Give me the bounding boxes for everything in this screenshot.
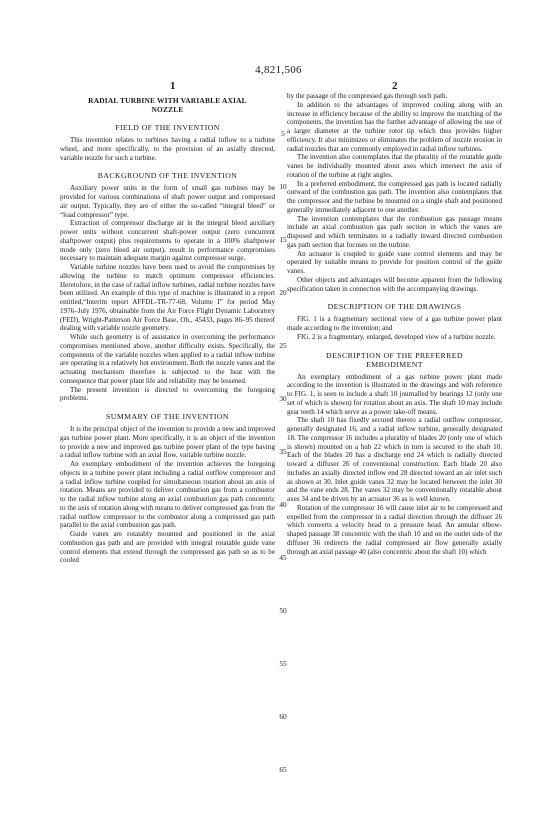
paragraph: The shaft 10 has fixedly secured thereto a radial outflow compressor, generally designated 16, and a radial inflow turbine, generally designated 18. The compressor 16 includes a plurality of blades 20 (only one of which is shown) mounted on a hub 22 which in turn is secured to the shaft 10. Each of the blades 20 has a discharge end 24 which is radially directed toward a diffuser 26 of conventional construction. Each blade 20 also includes an axially directed inflow end 28 directed toward an air inlet such as shown at 30. Inlet guide vanes 32 may be located between the inlet 30 and the vane ends 28. The vanes 32 may be conventionally rotatable about axes 34 and be driven by an actuator 36 as is well known. bbox=[287, 416, 502, 503]
line-number: 20 bbox=[279, 288, 287, 297]
left-column bbox=[60, 92, 275, 565]
section-heading-summary: SUMMARY OF THE INVENTION bbox=[106, 412, 229, 421]
line-number: 65 bbox=[279, 765, 287, 774]
paragraph: In addition to the advantages of improved cooling along with an increase in efficiency because of the ability to improve the matching of the components, the invention has the further advantage of allowing the use of a larger diameter at the turbine rotor tip which thus provides higher efficiency. It also minimizes or eliminates the problem of nozzle erosion in radial nozzles that are commonly employed in radial inflow turbines. bbox=[287, 100, 502, 153]
line-number: 50 bbox=[279, 606, 287, 615]
paragraph: Other objects and advantages will become apparent from the following specification taken in connection with the accompanying drawings. bbox=[287, 275, 502, 293]
paragraph: Variable turbine nozzles have been used to avoid the compromises by allowing the turbine to match optimum compressor efficiencies. Heretofore, in the case of radial inflow turbines, radial turbine nozzles have been utilized. An example of this type of machine is illustrated in a report entitled,“Interim report AFFDL-TR-77-68, Volume I” for period May 1976–July 1976, obtainable from the Air Force Flight Dynamic Laboratory (FED), Wright-Patterson Air Force Base, Oh., 45433, pages 86–95 thereof dealing with variable nozzle geometry. bbox=[60, 263, 275, 333]
line-number: 10 bbox=[279, 182, 287, 191]
paragraph: An exemplary embodiment of a gas turbine power plant made according to the invention is illustrated in the drawings and with reference to FIG. 1, is seen to include a shaft 10 journalled by bearings 12 (only one set of which is shown) for rotation about an axis. The shaft 10 may include gear teeth 14 which serve as a power take-off means. bbox=[287, 372, 502, 416]
section-heading-background: BACKGROUND OF THE INVENTION bbox=[97, 171, 238, 181]
paragraph: This invention relates to turbines having a radial inflow to a turbine wheel, and more specifically, to the provision of an axially directed, variable nozzle for such a turbine. bbox=[60, 136, 275, 162]
line-number: 30 bbox=[279, 394, 287, 403]
line-number: 45 bbox=[279, 553, 287, 562]
document-title bbox=[60, 96, 275, 114]
paragraph: The invention contemplates that the combustion gas passage means include an axial combustion gas path section in which the vanes are disposed and which terminates in a radially inward directed combustion gas path section that focuses on the turbine. bbox=[287, 214, 502, 249]
paragraph: An actuator is coupled to guide vane control elements and may be operated by suitable means to provide for position control of the guide vanes. bbox=[287, 249, 502, 275]
section-heading-drawings: DESCRIPTION OF THE DRAWINGS bbox=[327, 302, 462, 312]
line-number: 60 bbox=[279, 712, 287, 721]
line-number: 25 bbox=[279, 341, 287, 350]
line-number: 55 bbox=[279, 659, 287, 668]
paragraph: While such geometry is of assistance in overcoming the performance compromises mentioned above, another difficulty exists. Specifically, the components of the variable nozzles when applied to a radial inflow turbine are operating in a relatively hot environment. Both the nozzle vanes and the actuating mechanism therefore is subjected to the heat with the consequence that power plant life and reliability may be lessened. bbox=[60, 333, 275, 385]
paragraph: It is the principal object of the invention to provide a new and improved gas turbine power plant. More specifically, it is an object of the invention to provide a new and improved gas turbine power plant of the type having a radial inflow turbine with an axial flow, variable turbine nozzle. bbox=[60, 425, 275, 460]
paragraph: FIG. 2 is a fragmentary, enlarged, developed view of a turbine nozzle. bbox=[297, 332, 496, 341]
title-line: RADIAL TURBINE WITH VARIABLE AXIAL bbox=[88, 96, 247, 105]
paragraph: The invention also contemplates that the plurality of the rotatable guide vanes be individually mounted about axes which intersect the axis of rotation of the turbine at right angles. bbox=[287, 153, 502, 179]
heading-line: DESCRIPTION OF THE PREFERRED bbox=[326, 350, 463, 360]
section-heading-embodiment bbox=[287, 351, 502, 369]
paragraph: Extraction of compressor discharge air in the integral bleed auxiliary power units without concurrent shaft-power output (zero concurrent shaftpower output) plus requirements to operate in a 100% shaftpower mode only (zero bleed air output), result in performance compromises necessary to maintain adequate margin against compressor surge. bbox=[60, 219, 275, 263]
patent-number: 4,821,506 bbox=[255, 64, 302, 76]
line-number: 35 bbox=[279, 447, 287, 456]
paragraph: by the passage of the compressed gas through such path. bbox=[287, 92, 448, 100]
line-number: 40 bbox=[279, 500, 287, 509]
paragraph: Auxiliary power units in the form of small gas turbines may be provided for various combinations of shaft power output and compressed air output. Typically, they are of either the so-called “integral bleed” or “load compressor” type. bbox=[60, 184, 275, 219]
title-line: NOZZLE bbox=[151, 105, 184, 114]
paragraph: Rotation of the compressor 16 will cause inlet air to be compressed and expelled from the compressor in a radial direction through the diffuser 26 which converts a velocity head to a pressure head. An annular elbow-shaped passage 38 concentric with the shaft 10 and on the outlet side of the diffuser 36 redirects the radial compressed air flow generally axially through an axial passage 40 (also concentric about the shaft 10) which bbox=[287, 503, 502, 556]
section-heading-field: FIELD OF THE INVENTION bbox=[115, 123, 220, 132]
paragraph: FIG. 1 is a fragmentary sectional view of a gas turbine power plant made according to the invention; and bbox=[287, 315, 502, 332]
paragraph: In a preferred embodiment, the compressed gas path is located radially outward of the combustion gas path. The invention also contemplates that the compressor and the turbine be mounted on a single shaft and positioned generally immediately adjacent to one another. bbox=[287, 179, 502, 214]
right-column bbox=[287, 92, 502, 556]
heading-line: EMBODIMENT bbox=[366, 359, 423, 369]
paragraph: An exemplary embodiment of the invention achieves the foregoing objects in a turbine power plant including a radial outflow compressor and a radial inflow turbine coupled for simultaneous rotation about an axis of rotation. Means are provided to deliver combustion gas from a combustor to the radial inflow turbine along an axial combustion gas path concentric to the axis of rotation along with means to deliver compressed gas from the radial outflow compressor to the combustor along a compressed gas path parallel to the axial combustion gas path. bbox=[60, 460, 275, 530]
line-number: 15 bbox=[279, 235, 287, 244]
page-number-left: 1 bbox=[170, 80, 176, 92]
paragraph: The present invention is directed to overcoming the foregoing problems. bbox=[60, 385, 275, 403]
paragraph: Guide vanes are rotatably mounted and positioned in the axial combustion gas path and are provided with integral rotatable guide vane control elements that extend through the compressed gas path so as to be cooled bbox=[60, 530, 275, 565]
line-number: 5 bbox=[281, 129, 285, 138]
page-number-right: 2 bbox=[392, 80, 398, 92]
